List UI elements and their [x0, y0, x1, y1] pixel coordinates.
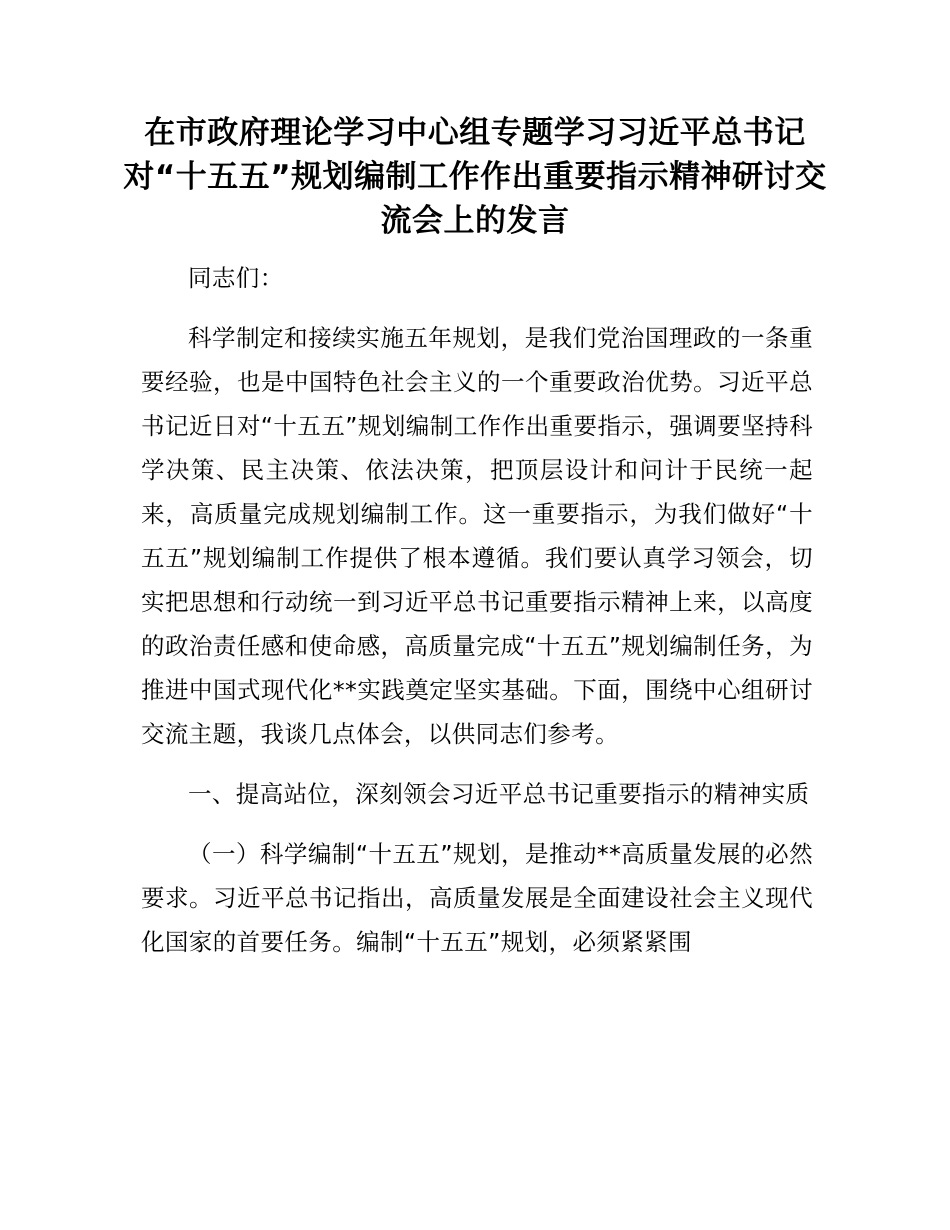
- document-title: 在市政府理论学习中心组专题学习习近平总书记对“十五五”规划编制工作作出重要指示精神研讨交流会上的发言: [123, 115, 827, 239]
- salutation: 同志们：: [188, 264, 284, 292]
- intro-paragraph: 科学制定和接续实施五年规划，是我们党治国理政的一条重要经验，也是中国特色社会主义的一个重要政治优势。习近平总书记近日对“十五五”规划编制工作作出重要指示，强调要坚持科学决策、民主决策、依法决策，把顶层设计和问计于民统一起来，高质量完成规划编制工作。这一重要指示，为我们做好“十五五”规划编制工作提供了根本遵循。我们要认真学习领会，切实把思想和行动统一到习近平总书记重要指示精神上来，以高度的政治责任感和使命感，高质量完成“十五五”规划编制任务，为推进中国式现代化**实践奠定坚实基础。下面，围绕中心组研讨交流主题，我谈几点体会，以供同志们参考。: [141, 324, 813, 748]
- document-body: [141, 256, 813, 980]
- subsection-1-paragraph: （一）科学编制“十五五”规划，是推动**高质量发展的必然要求。习近平总书记指出，高质量发展是全面建设社会主义现代化国家的首要任务。编制“十五五”规划，必须紧紧围: [141, 840, 813, 956]
- section-1-heading: 一、提高站位，深刻领会习近平总书记重要指示的精神实质: [188, 780, 810, 808]
